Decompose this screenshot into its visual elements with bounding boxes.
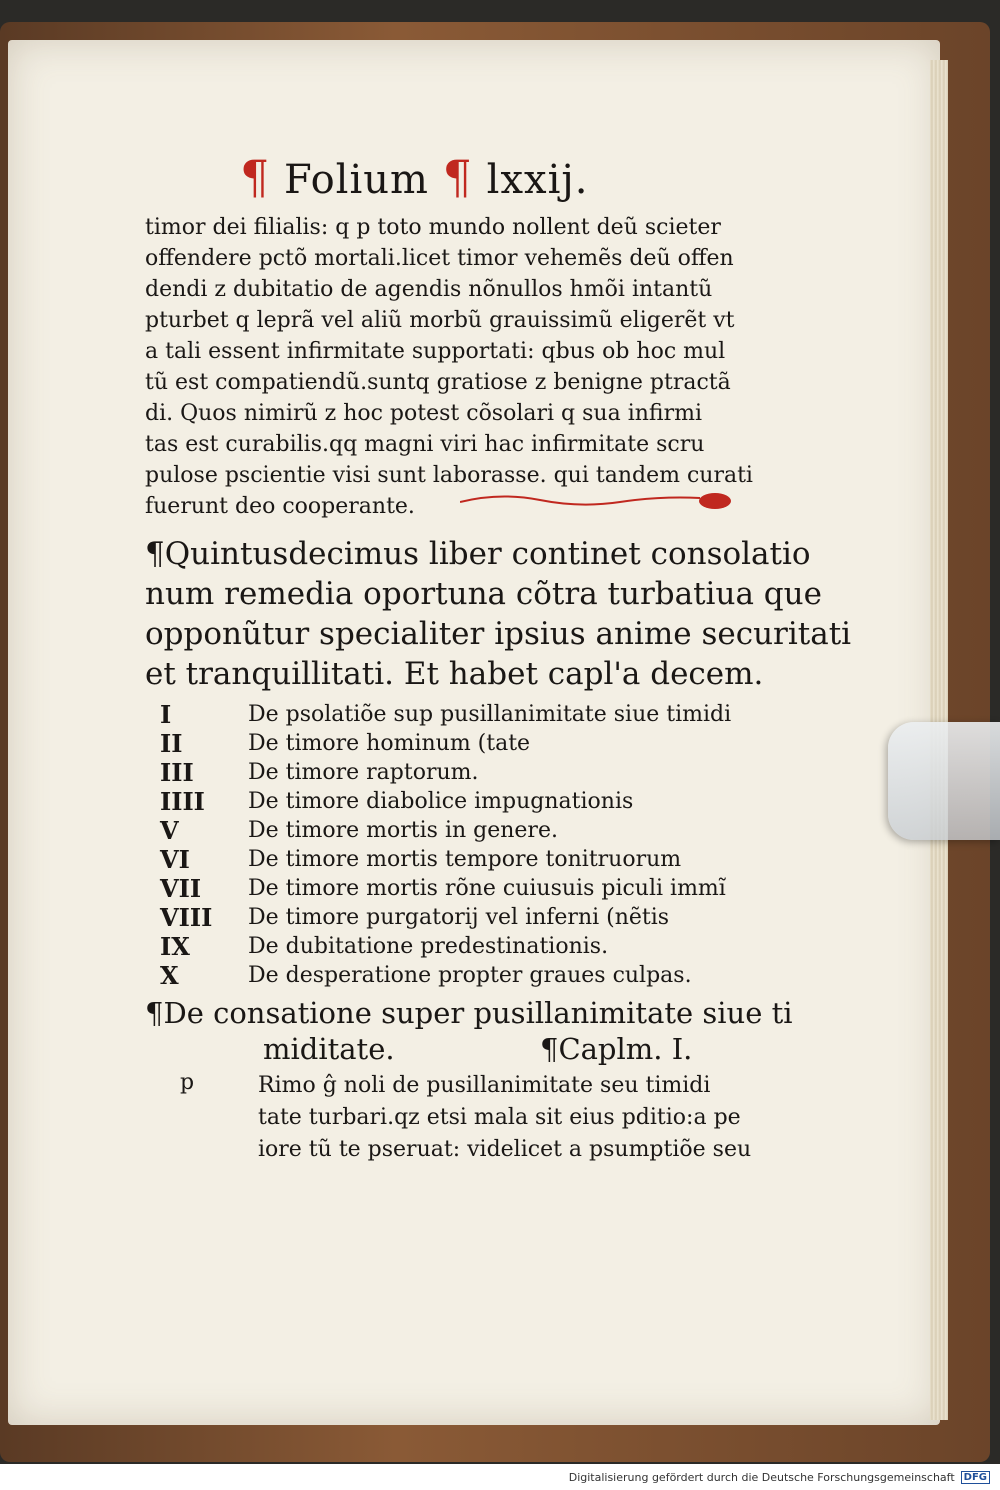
title-line: et tranquillitati. Et habet capl'a decem. — [145, 656, 764, 692]
chapter-label: De timore mortis tempore tonitruorum — [248, 847, 682, 872]
text-line: timor dei filialis: q p toto mundo nollent deũ scieter — [145, 215, 721, 240]
chapter-numeral: I — [160, 700, 172, 729]
chapter-list-item — [145, 874, 785, 903]
chapter-numeral: X — [160, 961, 179, 990]
chapter-heading — [145, 994, 793, 1066]
title-line: opponũtur specialiter ipsius anime securitati — [145, 616, 852, 652]
chapter-numeral: VIII — [160, 903, 213, 932]
chapter-label: De timore hominum (tate — [248, 731, 531, 756]
folio-number: lxxij. — [486, 157, 589, 203]
red-rubric-flourish — [460, 492, 770, 512]
text-line: tas est curabilis.qq magni viri hac infirmitate scru — [145, 432, 705, 457]
chapter-label: De timore mortis in genere. — [248, 818, 558, 843]
dfg-logo: DFG — [961, 1471, 990, 1484]
chapter-label: De timore purgatorij vel inferni (nẽtis — [248, 905, 670, 930]
chapter-numeral: II — [160, 729, 183, 758]
chapter-label: De timore raptorum. — [248, 760, 479, 785]
pilcrow-mark-2: ¶ — [442, 150, 473, 204]
folio-label: Folium — [284, 157, 429, 203]
chapter-numeral: III — [160, 758, 194, 787]
text-line: tate turbari.qz etsi mala sit eius pditio:a pe — [258, 1105, 741, 1130]
digitization-credit — [0, 1464, 1000, 1490]
chapter-list-item — [145, 816, 785, 845]
folio-heading — [240, 150, 785, 204]
page-clip — [888, 722, 1000, 840]
text-line: pulose pscientie visi sunt laborasse. qui tandem curati — [145, 463, 753, 488]
chapter-numeral: VI — [160, 845, 190, 874]
chapter-list-item — [145, 758, 785, 787]
chapter-numeral: V — [160, 816, 179, 845]
chapter-numeral: VII — [160, 874, 202, 903]
chapter-list — [145, 700, 785, 990]
chapter-body — [145, 1070, 785, 1166]
text-line: dendi z dubitatio de agendis nõnullos hmõi intantũ — [145, 277, 713, 302]
title-line: ¶Quintusdecimus liber continet consolatio — [145, 536, 811, 572]
chapter-numeral: IX — [160, 932, 190, 961]
chapter-list-item — [145, 961, 785, 990]
chapter-label: De dubitatione predestinationis. — [248, 934, 609, 959]
chapter-list-item — [145, 787, 785, 816]
chapter-list-item — [145, 903, 785, 932]
paragraph-continuation — [145, 212, 785, 522]
chapter-heading-end: miditate. — [263, 1032, 395, 1066]
chapter-list-item — [145, 729, 785, 758]
chapter-heading-line: ¶De consatione super pusillanimitate siue ti — [145, 996, 793, 1030]
chapter-numeral: IIII — [160, 787, 205, 816]
pilcrow-mark: ¶ — [240, 150, 271, 204]
chapter-list-item — [145, 700, 785, 729]
text-line: fuerunt deo cooperante. — [145, 494, 415, 519]
text-line: iore tũ te pseruat: videlicet a psumptiõe seu — [258, 1137, 752, 1162]
title-line: num remedia oportuna cõtra turbatiua que — [145, 576, 822, 612]
text-line: Rimo ĝ noli de pusillanimitate seu timidi — [258, 1073, 711, 1098]
chapter-label: De psolatiõe sup pusillanimitate siue timidi — [248, 702, 732, 727]
chapter-list-item — [145, 932, 785, 961]
chapter-heading-line — [145, 1032, 785, 1066]
chapter-label: De desperatione propter graues culpas. — [248, 963, 692, 988]
margin-guide-letter: p — [180, 1070, 195, 1095]
book-title — [145, 534, 852, 694]
text-line: a tali essent infirmitate supportati: qbus ob hoc mul — [145, 339, 726, 364]
chapter-label: De timore diabolice impugnationis — [248, 789, 634, 814]
text-line: tũ est compatiendũ.suntq gratiose z benigne ptractã — [145, 370, 731, 395]
credit-text: Digitalisierung gefördert durch die Deutsche Forschungsgemeinschaft — [568, 1470, 955, 1484]
text-line: di. Quos nimirũ z hoc potest cõsolari q sua infirmi — [145, 401, 702, 426]
page-text — [145, 150, 852, 1166]
chapter-list-item — [145, 845, 785, 874]
chapter-label: ¶Caplm. I. — [540, 1032, 693, 1066]
text-line: offendere pctõ mortali.licet timor vehemẽs deũ offen — [145, 246, 734, 271]
text-line: pturbet q leprã vel aliũ morbũ grauissimũ eligerẽt vt — [145, 308, 735, 333]
chapter-label: De timore mortis rõne cuiusuis piculi immĩ — [248, 876, 726, 901]
